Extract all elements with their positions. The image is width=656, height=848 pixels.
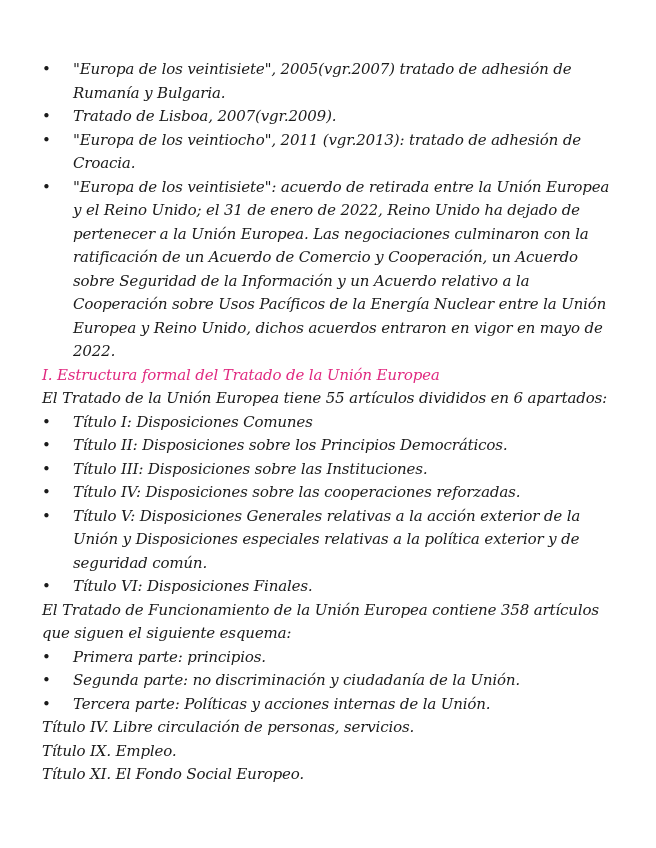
list-item: • Primera parte: principios. xyxy=(42,646,622,670)
text-line: Título XI. El Fondo Social Europeo. xyxy=(42,765,305,783)
history-list xyxy=(42,58,622,364)
list-item: • Título V: Disposiciones Generales relativas a la acción exterior de la Unión y Disposiciones especiales relativas a la política exterior y de seguridad común. xyxy=(42,505,622,576)
list-item: • Título II: Disposiciones sobre los Principios Democráticos. xyxy=(42,434,622,458)
tue-titles-list xyxy=(42,411,622,599)
text-line: Título IV. Libre circulación de personas, servicios. xyxy=(42,718,415,736)
tfue-parts-list xyxy=(42,646,622,717)
list-item: • Segunda parte: no discriminación y ciudadanía de la Unión. xyxy=(42,669,622,693)
list-item: • "Europa de los veintisiete", 2005(vgr.2007) tratado de adhesión de Rumanía y Bulgaria. xyxy=(42,58,622,105)
paragraph-tue: El Tratado de la Unión Europea tiene 55 artículos divididos en 6 apartados: xyxy=(42,389,608,407)
section-heading: I. Estructura formal del Tratado de la Unión Europea xyxy=(42,365,440,384)
list-item: • Tratado de Lisboa, 2007(vgr.2009). xyxy=(42,105,622,129)
list-item: • Título III: Disposiciones sobre las Instituciones. xyxy=(42,458,622,482)
paragraph-tfue: El Tratado de Funcionamiento de la Unión Europea contiene 358 artículos que siguen el siguiente esquema: xyxy=(42,600,599,642)
text-line: Título IX. Empleo. xyxy=(42,741,177,760)
list-item: • Título VI: Disposiciones Finales. xyxy=(42,575,622,599)
list-item: • Tercera parte: Políticas y acciones internas de la Unión. xyxy=(42,693,622,717)
list-item: • "Europa de los veintiocho", 2011 (vgr.2013): tratado de adhesión de Croacia. xyxy=(42,129,622,176)
list-item: • Título I: Disposiciones Comunes xyxy=(42,411,622,435)
list-item: • Título IV: Disposiciones sobre las cooperaciones reforzadas. xyxy=(42,481,622,505)
list-item: • "Europa de los veintisiete": acuerdo de retirada entre la Unión Europea y el Reino Unido; el 31 de enero de 2022, Reino Unido ha dejado de pertenecer a la Unión Europea. Las negociaciones culminaron con la ratificación de un Acuerdo de Comercio y Cooperación, un Acuerdo sobre Seguridad de la Información y un Acuerdo relativo a la Cooperación sobre Usos Pacíficos de la Energía Nuclear entre la Unión Europea y Reino Unido, dichos acuerdos entraron en vigor en mayo de 2022. xyxy=(42,176,622,364)
